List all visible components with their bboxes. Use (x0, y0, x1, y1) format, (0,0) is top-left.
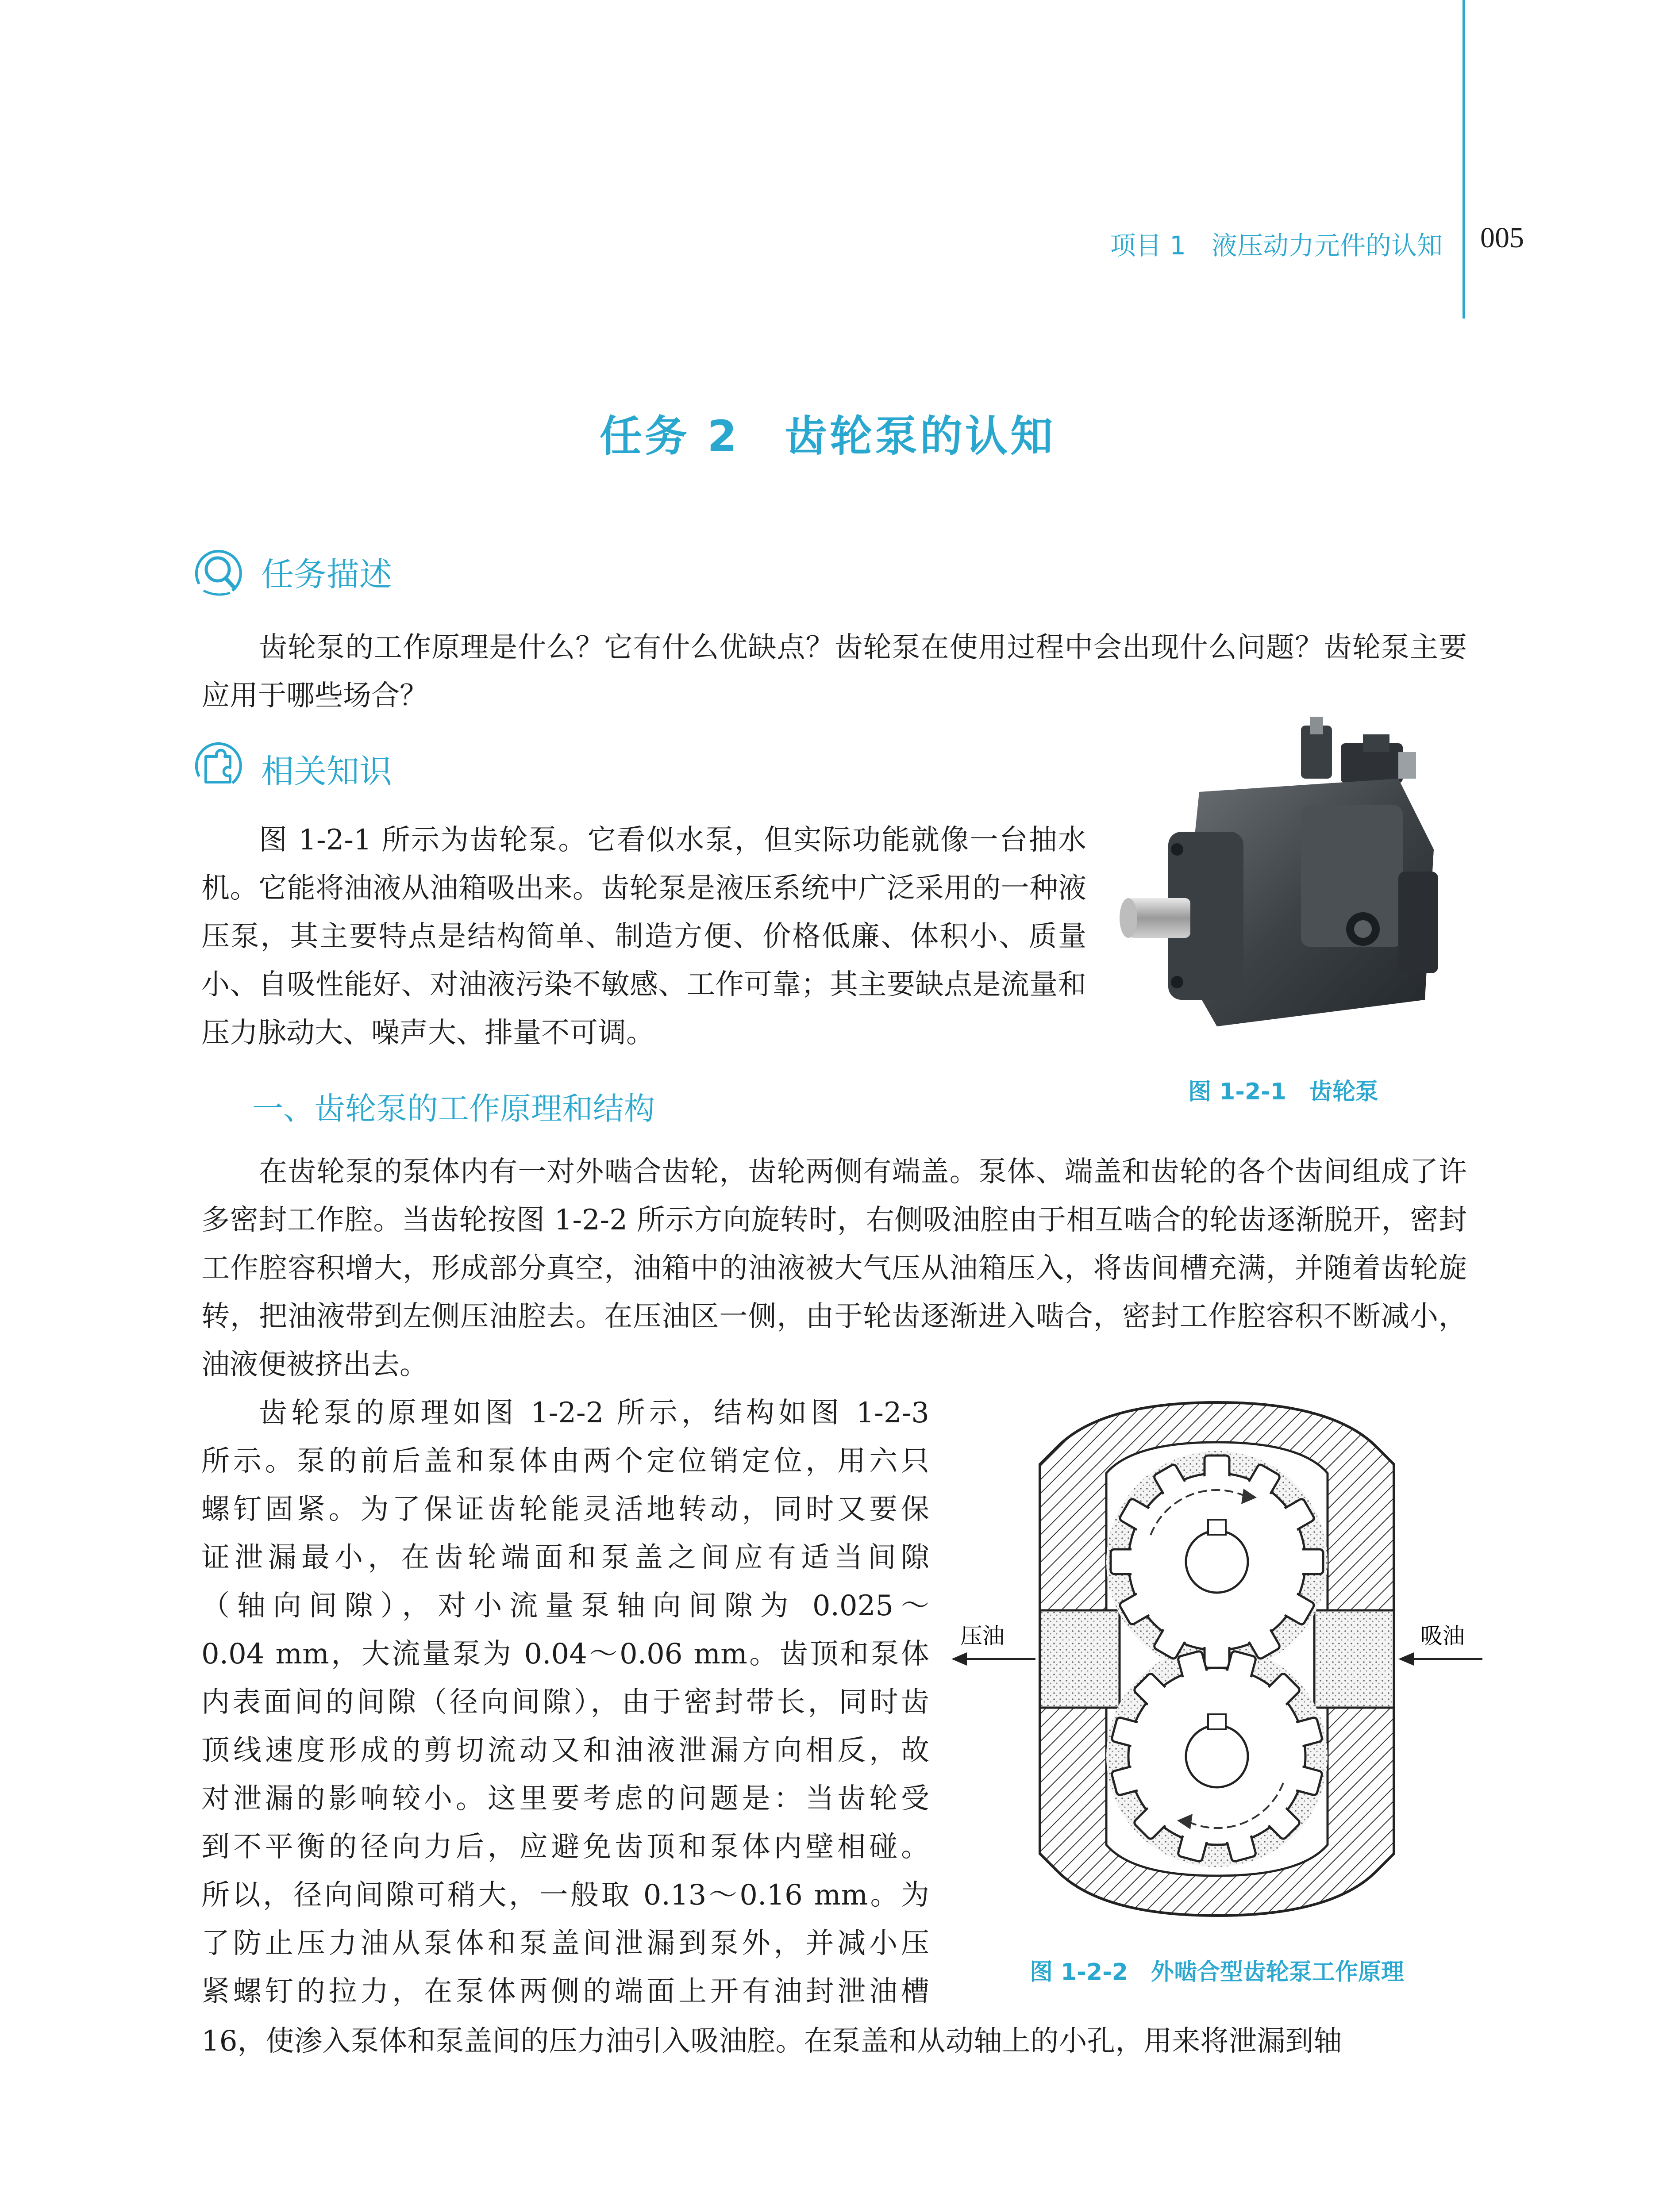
gear-pump-diagram (947, 1394, 1487, 1924)
task-description-icon (186, 542, 248, 604)
structure-line: 所示。泵的前后盖和泵体由两个定位销定位，用六只 (201, 1445, 929, 1478)
subsection-heading: 一、齿轮泵的工作原理和结构 (252, 1091, 655, 1127)
structure-line: 齿轮泵的原理如图 1-2-2 所示，结构如图 1-2-3 (259, 1397, 929, 1429)
structure-line: 0.04 mm，大流量泵为 0.04～0.06 mm。齿顶和泵体 (201, 1638, 929, 1671)
page-title: 任务 2 齿轮泵的认知 (599, 411, 1056, 461)
structure-line: 紧螺钉的拉力，在泵体两侧的端面上开有油封泄油槽 (201, 1975, 929, 2008)
structure-line: 内表面间的间隙（径向间隙），由于密封带长，同时齿 (201, 1686, 929, 1719)
running-title: 项目 1 液压动力元件的认知 (1110, 230, 1443, 261)
structure-line: 证泄漏最小，在齿轮端面和泵盖之间应有适当间隙 (201, 1541, 929, 1574)
page-number: 005 (1480, 222, 1524, 254)
related-knowledge-icon (186, 734, 248, 796)
working-principle-paragraph: 在齿轮泵的泵体内有一对外啮合齿轮，齿轮两侧有端盖。泵体、端盖和齿轮的各个齿间组成了许多密封工作腔。当齿轮按图 1-2-2 所示方向旋转时，右侧吸油腔由于相互啮合的轮齿逐渐脱开，密封工作腔容积增大，形成部分真空，油箱中的油液被大气压从油箱压入，将齿间槽充满，并随着齿轮旋转，把油液带到左侧压油腔去。在压油区一侧，由于轮齿逐渐进入啮合，密封工作腔容积不断减小，油液便被挤出去。 (201, 1156, 1467, 1381)
structure-line: 对泄漏的影响较小。这里要考虑的问题是：当齿轮受 (201, 1782, 929, 1815)
structure-paragraph (201, 1389, 929, 2016)
structure-line: （轴向间隙），对小流量泵轴向间隙为 0.025～ (201, 1590, 929, 1622)
task-description-heading: 任务描述 (261, 556, 392, 594)
structure-line: 所以，径向间隙可稍大，一般取 0.13～0.16 mm。为 (201, 1879, 929, 1912)
structure-line: 了防止压力油从泵体和泵盖间泄漏到泵外，并减小压 (201, 1927, 929, 1960)
structure-line: 螺钉固紧。为了保证齿轮能灵活地转动，同时又要保 (201, 1493, 929, 1526)
related-knowledge-intro: 图 1-2-1 所示为齿轮泵。它看似水泵，但实际功能就像一台抽水机。它能将油液从油箱吸出来。齿轮泵是液压系统中广泛采用的一种液压泵，其主要特点是结构简单、制造方便、价格低廉、体积小、质量小、自吸性能好、对油液污染不敏感、工作可靠；其主要缺点是流量和压力脉动大、噪声大、排量不可调。 (201, 824, 1086, 1049)
gear-pump-photo (1115, 717, 1451, 1053)
suction-label: 吸油 (1420, 1623, 1465, 1649)
figure1-caption: 图 1-2-1 齿轮泵 (1188, 1079, 1378, 1105)
structure-line: 到不平衡的径向力后，应避免齿顶和泵体内壁相碰。 (201, 1831, 929, 1863)
task-description-text: 齿轮泵的工作原理是什么？它有什么优缺点？齿轮泵在使用过程中会出现什么问题？齿轮泵主要应用于哪些场合？ (201, 631, 1467, 712)
structure-paragraph-tail: 16，使渗入泵体和泵盖间的压力油引入吸油腔。在泵盖和从动轴上的小孔，用来将泄漏到轴 (201, 2025, 1342, 2058)
figure2-caption: 图 1-2-2 外啮合型齿轮泵工作原理 (1030, 1959, 1404, 1985)
structure-line: 顶线速度形成的剪切流动又和油液泄漏方向相反，故 (201, 1734, 929, 1767)
header-rule (1463, 0, 1465, 319)
discharge-label: 压油 (960, 1623, 1005, 1649)
related-knowledge-heading: 相关知识 (261, 753, 392, 791)
